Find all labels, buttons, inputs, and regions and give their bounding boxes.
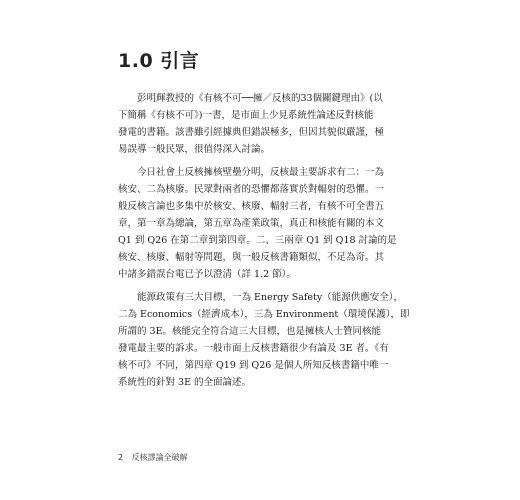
- paragraph: [118, 90, 385, 158]
- paragraph: [118, 289, 410, 391]
- text-line: 易誤導一般民眾，很值得深入討論。: [118, 144, 271, 155]
- text-line: 系統性的針對 3E 的全面論述。: [118, 377, 252, 388]
- text-line: 般反核言論也多集中於核安、核廢、輻射三者，有核不可全書五: [118, 201, 385, 212]
- text-line: 發電的書籍。該書雖引經據典但錯誤極多，但因其貌似嚴謹，極: [118, 127, 385, 138]
- page-footer: [118, 452, 194, 463]
- text-line: Q1 到 Q26 在第二章到第四章。二、三兩章 Q1 到 Q18 討論的是: [118, 235, 397, 246]
- text-line: 能源政策有三大目標，一為 Energy Safety（能源供應安全），: [137, 292, 403, 303]
- text-line: 核安、核廢、輻射等問題，與一般反核書籍類似，不足為奇。其: [118, 252, 385, 263]
- text-line: 發電最主要的訴求。一般市面上反核書籍很少有論及 3E 者。《有: [118, 343, 389, 354]
- text-line: 核不可》不同，第四章 Q19 到 Q26 是個人所知反核書籍中唯一: [118, 360, 389, 371]
- page-number: 2: [118, 453, 124, 462]
- paragraph: [118, 164, 397, 283]
- section-heading: 1.0 引言: [118, 50, 200, 72]
- text-line: 中諸多錯誤台電已予以澄清（詳 1.2 節）。: [118, 269, 296, 280]
- text-line: 彭明輝教授的《有核不可──擁／反核的33個關鍵理由》(以: [137, 93, 383, 104]
- text-line: 章，第一章為總論，第五章為產業政策，真正和核能有關的本文: [118, 218, 385, 229]
- text-line: 二為 Economics（經濟成本），三為 Environment（環境保護），即: [118, 309, 410, 320]
- book-title: 反核謬論全破解: [131, 453, 188, 462]
- text-line: 核安、二為核廢。民眾對兩者的恐懼都落實於對輻射的恐懼。一: [118, 184, 385, 195]
- text-line: 今日社會上反核擁核壁壘分明，反核最主要訴求有二：一為: [137, 167, 385, 178]
- text-line: 所謂的 3E。核能完全符合這三大目標，也是擁核人士贊同核能: [118, 326, 381, 337]
- text-line: 下簡稱《有核不可》)一書，是市面上少見系統性論述反對核能: [118, 110, 374, 121]
- body-text: [118, 90, 410, 397]
